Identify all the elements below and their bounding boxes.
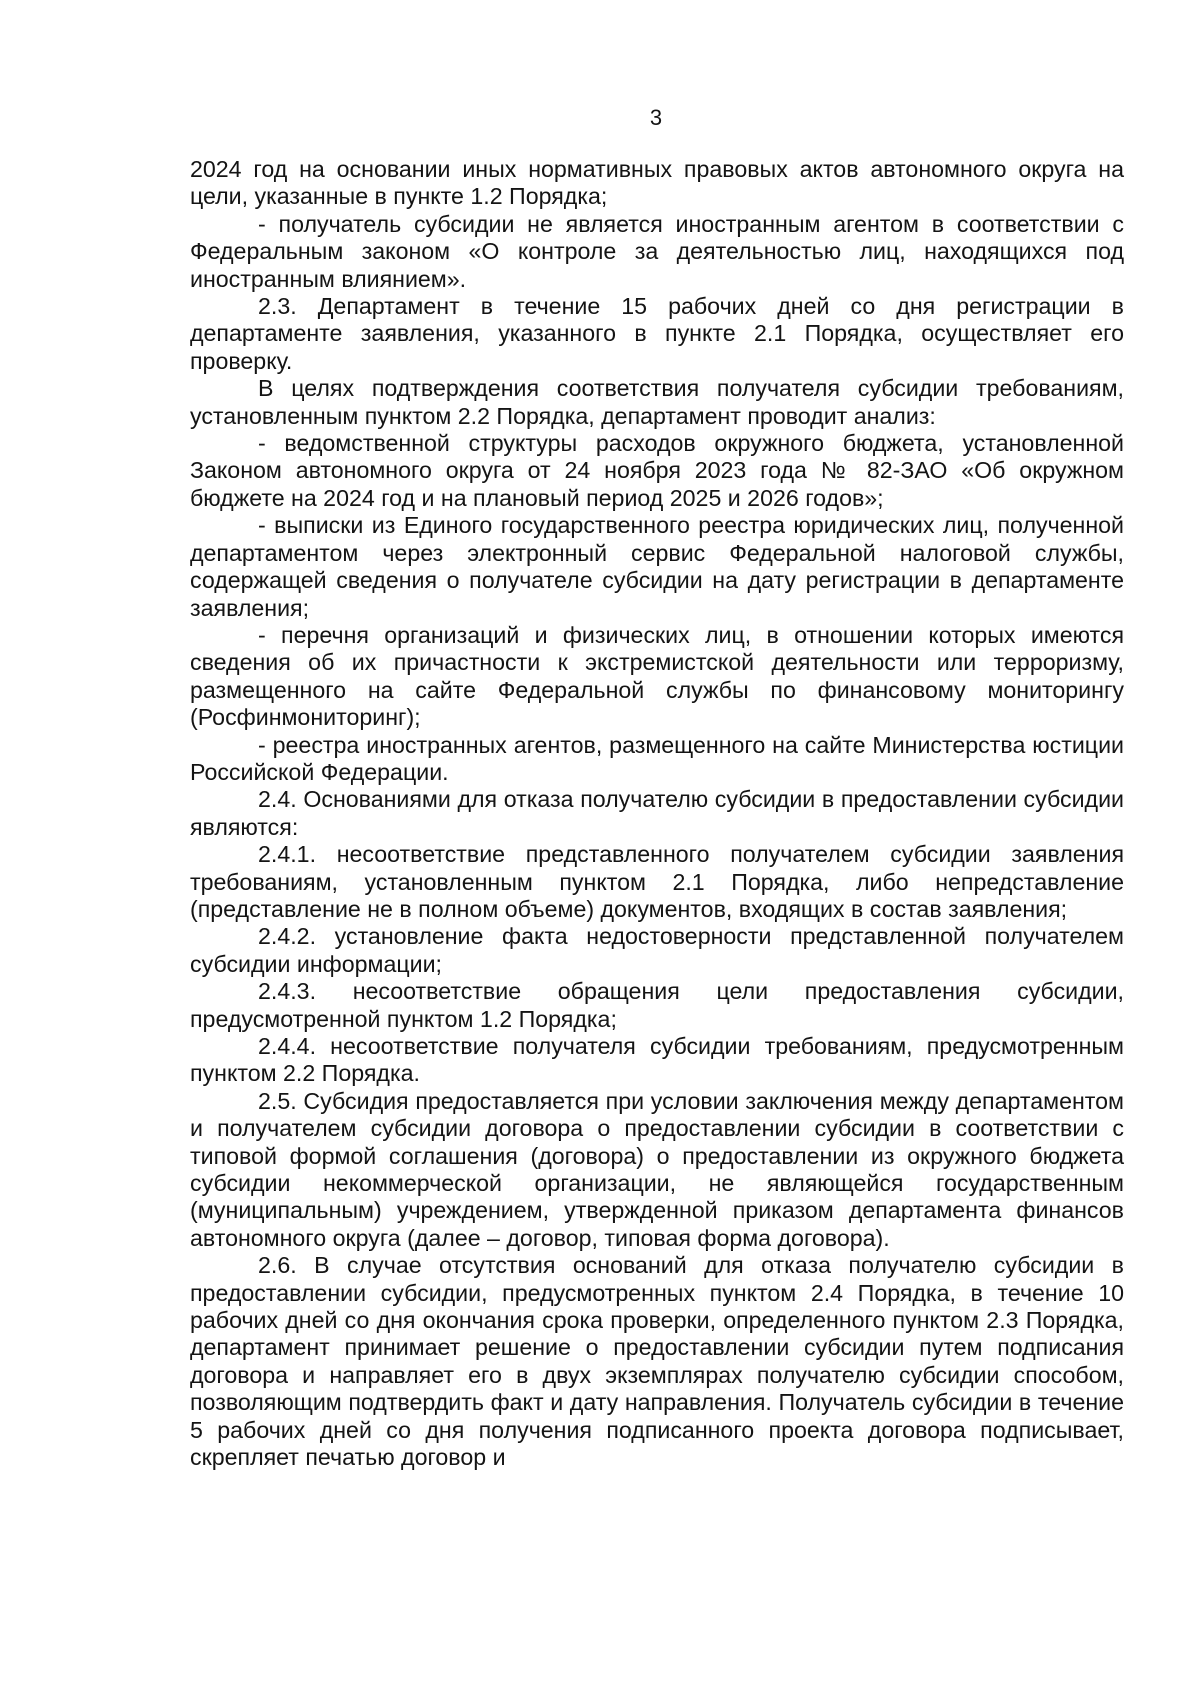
paragraph-2-6: 2.6. В случае отсутствия оснований для отказа получателю субсидии в предоставлении субсидии, предусмотренных пунктом 2.4 Порядка, в течение 10 рабочих дней со дня окончания срока проверки, определенного пунктом 2.3 Порядка, департамент принимает решение о предоставлении субсидии путем подписания договора и направляет его в двух экземплярах получателю субсидии способом, позволяющим подтвердить факт и дату направления. Получатель субсидии в течение 5 рабочих дней со дня получения подписанного проекта договора подписывает, скрепляет печатью договор и [190, 1252, 1124, 1471]
paragraph-2-3: 2.3. Департамент в течение 15 рабочих дней со дня регистрации в департаменте заявления, указанного в пункте 2.1 Порядка, осуществляет его проверку. [190, 293, 1124, 374]
paragraph-2-4-3: 2.4.3. несоответствие обращения цели предоставления субсидии, предусмотренной пунктом 1.2 Порядка; [190, 978, 1124, 1032]
paragraph-2-4-2: 2.4.2. установление факта недостоверности представленной получателем субсидии информации; [190, 923, 1124, 977]
paragraph-foreign-agent-requirement: - получатель субсидии не является иностранным агентом в соответствии с Федеральным законом «О контроле за деятельностью лиц, находящихся под иностранным влиянием». [190, 210, 1124, 292]
paragraph-budget-structure: - ведомственной структуры расходов окружного бюджета, установленной Законом автономного округа от 24 ноября 2023 года № 82-ЗАО «Об окружном бюджете на 2024 год и на плановый период 2025 и 2026 годов»; [190, 430, 1124, 511]
paragraph-foreign-agents-registry: - реестра иностранных агентов, размещенного на сайте Министерства юстиции Российской Федерации. [190, 731, 1124, 785]
paragraph-continuation: 2024 год на основании иных нормативных правовых актов автономного округа на цели, указанные в пункте 1.2 Порядка; [190, 156, 1124, 210]
paragraph-2-4-1: 2.4.1. несоответствие представленного получателем субсидии заявления требованиям, установленным пунктом 2.1 Порядка, либо непредставление (представление не в полном объеме) документов, входящих в состав заявления; [190, 841, 1124, 922]
paragraph-egrul-extract: - выписки из Единого государственного реестра юридических лиц, полученной департаментом через электронный сервис Федеральной налоговой службы, содержащей сведения о получателе субсидии на дату регистрации в департаменте заявления; [190, 512, 1124, 621]
paragraph-2-4-4: 2.4.4. несоответствие получателя субсидии требованиям, предусмотренным пунктом 2.2 Порядка. [190, 1033, 1124, 1087]
paragraph-extremism-list: - перечня организаций и физических лиц, в отношении которых имеются сведения об их причастности к экстремистской деятельности или терроризму, размещенного на сайте Федеральной службы по финансовому мониторингу (Росфинмониторинг); [190, 621, 1124, 731]
paragraph-2-4: 2.4. Основаниями для отказа получателю субсидии в предоставлении субсидии являются: [190, 786, 1124, 840]
paragraph-analysis-intro: В целях подтверждения соответствия получателя субсидии требованиям, установленным пунктом 2.2 Порядка, департамент проводит анализ: [190, 375, 1124, 429]
paragraph-2-5: 2.5. Субсидия предоставляется при условии заключения между департаментом и получателем субсидии договора о предоставлении субсидии в соответствии с типовой формой соглашения (договора) о предоставлении из окружного бюджета субсидии некоммерческой организации, не являющейся государственным (муниципальным) учреждением, утвержденной приказом департамента финансов автономного округа (далее – договор, типовая форма договора). [190, 1087, 1124, 1251]
page-number: 3 [649, 105, 663, 130]
document-body [190, 156, 1124, 1472]
